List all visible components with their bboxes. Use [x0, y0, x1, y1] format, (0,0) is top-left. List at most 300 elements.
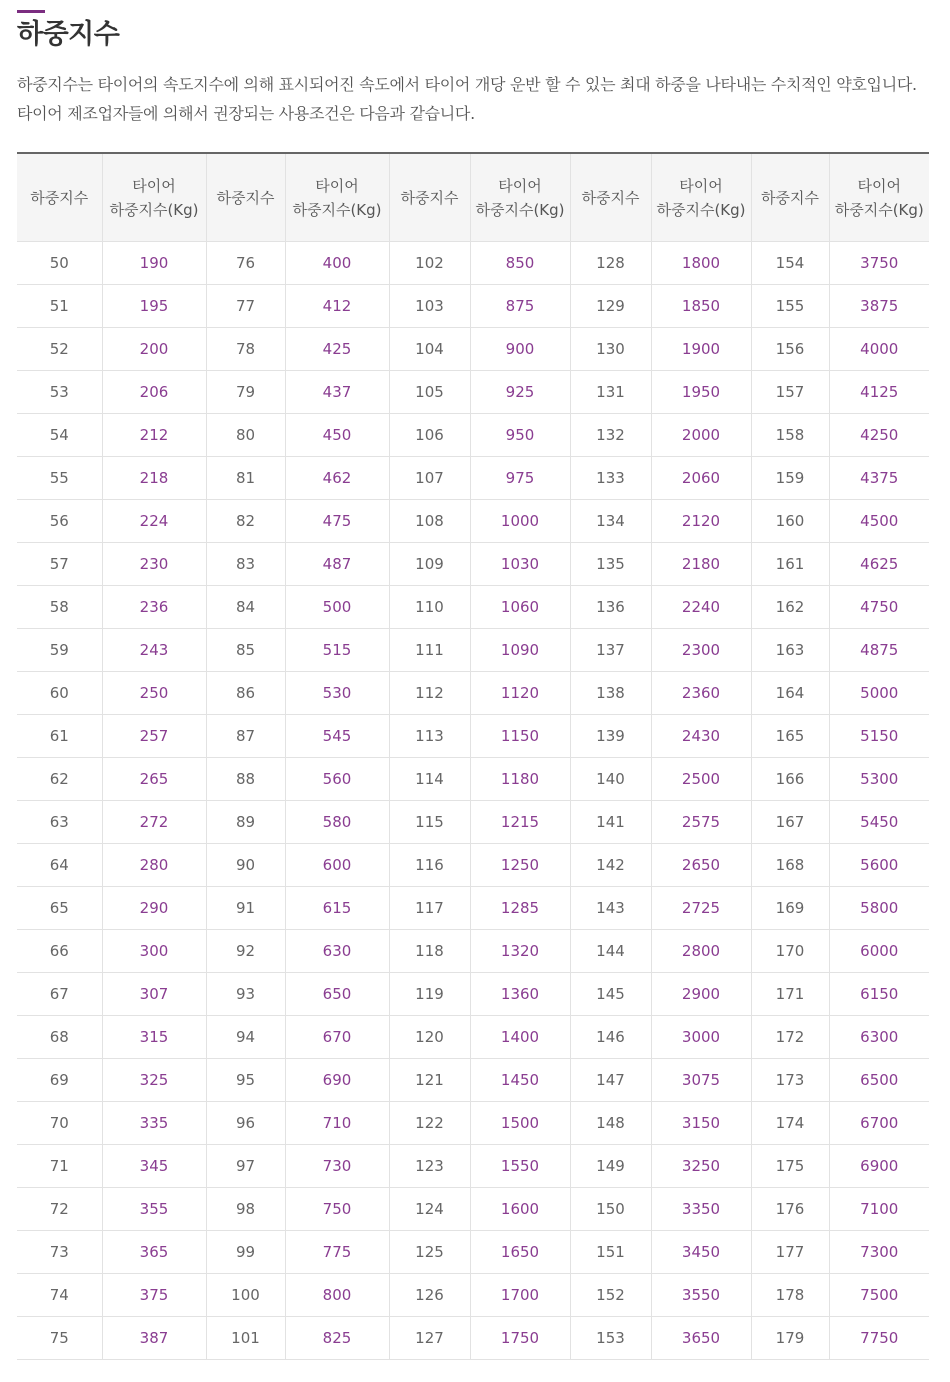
- load-kg-cell: 2060: [651, 457, 751, 500]
- load-index-cell: 122: [389, 1102, 470, 1145]
- load-index-cell: 157: [751, 371, 829, 414]
- load-index-table-wrapper: [17, 152, 929, 1360]
- load-kg-cell: 1750: [470, 1317, 570, 1360]
- load-kg-cell: 650: [285, 973, 389, 1016]
- load-kg-cell: 475: [285, 500, 389, 543]
- table-row: [17, 457, 929, 500]
- load-kg-cell: 250: [102, 672, 206, 715]
- load-index-cell: 88: [206, 758, 285, 801]
- table-header-row: [17, 153, 929, 242]
- load-index-cell: 83: [206, 543, 285, 586]
- header-tire-label: 타이어: [315, 176, 359, 195]
- load-index-cell: 79: [206, 371, 285, 414]
- load-index-cell: 163: [751, 629, 829, 672]
- load-index-cell: 87: [206, 715, 285, 758]
- load-index-cell: 85: [206, 629, 285, 672]
- load-index-cell: 166: [751, 758, 829, 801]
- load-index-cell: 112: [389, 672, 470, 715]
- header-tire-label: 타이어: [857, 176, 901, 195]
- load-kg-cell: 3250: [651, 1145, 751, 1188]
- load-index-cell: 82: [206, 500, 285, 543]
- load-index-cell: 92: [206, 930, 285, 973]
- load-kg-cell: 412: [285, 285, 389, 328]
- load-index-cell: 161: [751, 543, 829, 586]
- load-index-cell: 114: [389, 758, 470, 801]
- load-index-cell: 81: [206, 457, 285, 500]
- load-index-cell: 84: [206, 586, 285, 629]
- load-kg-cell: 515: [285, 629, 389, 672]
- header-load-index: 하중지수: [17, 153, 102, 242]
- table-row: [17, 543, 929, 586]
- load-index-cell: 170: [751, 930, 829, 973]
- load-index-cell: 76: [206, 242, 285, 285]
- table-row: [17, 1317, 929, 1360]
- page-title: 하중지수: [17, 19, 120, 50]
- header-load-kg-label: 하중지수(Kg): [656, 200, 746, 219]
- table-row: [17, 887, 929, 930]
- load-kg-cell: 6150: [829, 973, 929, 1016]
- load-kg-cell: 400: [285, 242, 389, 285]
- load-kg-cell: 224: [102, 500, 206, 543]
- load-index-cell: 64: [17, 844, 102, 887]
- load-kg-cell: 487: [285, 543, 389, 586]
- header-tire-load-kg: [285, 153, 389, 242]
- load-kg-cell: 1600: [470, 1188, 570, 1231]
- load-kg-cell: 315: [102, 1016, 206, 1059]
- load-index-cell: 110: [389, 586, 470, 629]
- load-index-cell: 169: [751, 887, 829, 930]
- load-kg-cell: 2240: [651, 586, 751, 629]
- load-index-cell: 164: [751, 672, 829, 715]
- load-index-cell: 168: [751, 844, 829, 887]
- load-kg-cell: 3075: [651, 1059, 751, 1102]
- load-kg-cell: 615: [285, 887, 389, 930]
- load-index-cell: 155: [751, 285, 829, 328]
- load-index-cell: 144: [570, 930, 651, 973]
- load-index-cell: 176: [751, 1188, 829, 1231]
- table-row: [17, 328, 929, 371]
- load-index-cell: 178: [751, 1274, 829, 1317]
- load-index-cell: 140: [570, 758, 651, 801]
- load-index-cell: 105: [389, 371, 470, 414]
- load-kg-cell: 2430: [651, 715, 751, 758]
- load-kg-cell: 4375: [829, 457, 929, 500]
- load-kg-cell: 425: [285, 328, 389, 371]
- load-index-cell: 149: [570, 1145, 651, 1188]
- load-index-cell: 150: [570, 1188, 651, 1231]
- load-index-cell: 143: [570, 887, 651, 930]
- table-row: [17, 672, 929, 715]
- header-tire-load-kg: [102, 153, 206, 242]
- table-row: [17, 930, 929, 973]
- load-kg-cell: 6000: [829, 930, 929, 973]
- load-kg-cell: 2650: [651, 844, 751, 887]
- load-index-cell: 78: [206, 328, 285, 371]
- load-index-cell: 123: [389, 1145, 470, 1188]
- load-kg-cell: 1120: [470, 672, 570, 715]
- load-kg-cell: 750: [285, 1188, 389, 1231]
- table-row: [17, 1016, 929, 1059]
- load-index-cell: 90: [206, 844, 285, 887]
- load-kg-cell: 3875: [829, 285, 929, 328]
- load-index-cell: 106: [389, 414, 470, 457]
- load-kg-cell: 1090: [470, 629, 570, 672]
- table-row: [17, 371, 929, 414]
- load-index-cell: 50: [17, 242, 102, 285]
- load-kg-cell: 2120: [651, 500, 751, 543]
- table-row: [17, 1274, 929, 1317]
- load-kg-cell: 1060: [470, 586, 570, 629]
- table-row: [17, 629, 929, 672]
- header-load-index: 하중지수: [206, 153, 285, 242]
- load-kg-cell: 3450: [651, 1231, 751, 1274]
- table-row: [17, 1059, 929, 1102]
- table-row: [17, 1145, 929, 1188]
- load-index-table: [17, 152, 929, 1360]
- table-row: [17, 1188, 929, 1231]
- load-kg-cell: 265: [102, 758, 206, 801]
- load-index-cell: 52: [17, 328, 102, 371]
- load-kg-cell: 1320: [470, 930, 570, 973]
- table-row: [17, 414, 929, 457]
- load-index-cell: 113: [389, 715, 470, 758]
- table-body: [17, 242, 929, 1360]
- load-kg-cell: 1180: [470, 758, 570, 801]
- load-kg-cell: 1950: [651, 371, 751, 414]
- load-index-cell: 153: [570, 1317, 651, 1360]
- header-load-kg-label: 하중지수(Kg): [109, 200, 199, 219]
- load-kg-cell: 212: [102, 414, 206, 457]
- load-index-cell: 174: [751, 1102, 829, 1145]
- load-index-cell: 94: [206, 1016, 285, 1059]
- load-index-cell: 74: [17, 1274, 102, 1317]
- load-index-cell: 130: [570, 328, 651, 371]
- load-kg-cell: 2725: [651, 887, 751, 930]
- load-kg-cell: 900: [470, 328, 570, 371]
- load-index-cell: 148: [570, 1102, 651, 1145]
- load-index-cell: 121: [389, 1059, 470, 1102]
- load-kg-cell: 257: [102, 715, 206, 758]
- load-kg-cell: 437: [285, 371, 389, 414]
- load-kg-cell: 462: [285, 457, 389, 500]
- load-kg-cell: 6500: [829, 1059, 929, 1102]
- load-index-cell: 99: [206, 1231, 285, 1274]
- load-kg-cell: 345: [102, 1145, 206, 1188]
- load-index-cell: 75: [17, 1317, 102, 1360]
- table-row: [17, 973, 929, 1016]
- load-index-cell: 165: [751, 715, 829, 758]
- load-index-cell: 145: [570, 973, 651, 1016]
- load-index-cell: 132: [570, 414, 651, 457]
- load-kg-cell: 950: [470, 414, 570, 457]
- load-index-cell: 66: [17, 930, 102, 973]
- header-load-kg-label: 하중지수(Kg): [834, 200, 924, 219]
- load-index-cell: 97: [206, 1145, 285, 1188]
- load-kg-cell: 1400: [470, 1016, 570, 1059]
- load-kg-cell: 5150: [829, 715, 929, 758]
- load-kg-cell: 600: [285, 844, 389, 887]
- load-kg-cell: 580: [285, 801, 389, 844]
- load-index-cell: 134: [570, 500, 651, 543]
- table-row: [17, 242, 929, 285]
- load-index-cell: 96: [206, 1102, 285, 1145]
- load-index-cell: 137: [570, 629, 651, 672]
- load-index-cell: 61: [17, 715, 102, 758]
- load-kg-cell: 1900: [651, 328, 751, 371]
- load-kg-cell: 670: [285, 1016, 389, 1059]
- table-row: [17, 844, 929, 887]
- load-kg-cell: 2500: [651, 758, 751, 801]
- load-kg-cell: 365: [102, 1231, 206, 1274]
- load-kg-cell: 325: [102, 1059, 206, 1102]
- load-index-cell: 86: [206, 672, 285, 715]
- table-row: [17, 1231, 929, 1274]
- load-kg-cell: 4625: [829, 543, 929, 586]
- load-kg-cell: 2800: [651, 930, 751, 973]
- load-index-cell: 179: [751, 1317, 829, 1360]
- load-kg-cell: 545: [285, 715, 389, 758]
- load-kg-cell: 560: [285, 758, 389, 801]
- load-kg-cell: 1700: [470, 1274, 570, 1317]
- load-kg-cell: 387: [102, 1317, 206, 1360]
- load-kg-cell: 1360: [470, 973, 570, 1016]
- load-kg-cell: 1285: [470, 887, 570, 930]
- load-kg-cell: 1800: [651, 242, 751, 285]
- table-row: [17, 758, 929, 801]
- header-load-index: 하중지수: [751, 153, 829, 242]
- load-index-cell: 177: [751, 1231, 829, 1274]
- load-kg-cell: 5000: [829, 672, 929, 715]
- load-index-cell: 56: [17, 500, 102, 543]
- load-index-cell: 53: [17, 371, 102, 414]
- load-kg-cell: 630: [285, 930, 389, 973]
- table-row: [17, 715, 929, 758]
- header-tire-load-kg: [829, 153, 929, 242]
- load-kg-cell: 1550: [470, 1145, 570, 1188]
- load-kg-cell: 5300: [829, 758, 929, 801]
- load-index-cell: 89: [206, 801, 285, 844]
- page-description: 하중지수는 타이어의 속도지수에 의해 표시되어진 속도에서 타이어 개당 운반 할 수 있는 최대 하중을 나타내는 수치적인 약호입니다. 타이어 제조업자들에 의해서 권장되는 사용조건은 다음과 같습니다.: [17, 75, 917, 123]
- load-index-cell: 107: [389, 457, 470, 500]
- load-index-cell: 128: [570, 242, 651, 285]
- load-kg-cell: 1250: [470, 844, 570, 887]
- load-index-cell: 117: [389, 887, 470, 930]
- load-index-cell: 65: [17, 887, 102, 930]
- load-kg-cell: 3650: [651, 1317, 751, 1360]
- header-load-index: 하중지수: [389, 153, 470, 242]
- load-index-cell: 160: [751, 500, 829, 543]
- load-kg-cell: 6700: [829, 1102, 929, 1145]
- load-kg-cell: 2000: [651, 414, 751, 457]
- load-index-cell: 67: [17, 973, 102, 1016]
- load-index-cell: 154: [751, 242, 829, 285]
- load-index-cell: 127: [389, 1317, 470, 1360]
- load-index-cell: 51: [17, 285, 102, 328]
- load-index-cell: 138: [570, 672, 651, 715]
- load-kg-cell: 1500: [470, 1102, 570, 1145]
- load-index-cell: 136: [570, 586, 651, 629]
- load-index-cell: 70: [17, 1102, 102, 1145]
- load-kg-cell: 2575: [651, 801, 751, 844]
- load-kg-cell: 1450: [470, 1059, 570, 1102]
- load-kg-cell: 375: [102, 1274, 206, 1317]
- load-kg-cell: 236: [102, 586, 206, 629]
- load-kg-cell: 2180: [651, 543, 751, 586]
- table-row: [17, 1102, 929, 1145]
- load-index-cell: 91: [206, 887, 285, 930]
- header-tire-label: 타이어: [132, 176, 176, 195]
- load-index-cell: 73: [17, 1231, 102, 1274]
- load-index-cell: 72: [17, 1188, 102, 1231]
- load-index-cell: 151: [570, 1231, 651, 1274]
- header-tire-load-kg: [470, 153, 570, 242]
- load-index-cell: 159: [751, 457, 829, 500]
- title-accent-bar: [17, 10, 45, 13]
- load-kg-cell: 3750: [829, 242, 929, 285]
- load-kg-cell: 925: [470, 371, 570, 414]
- load-index-cell: 129: [570, 285, 651, 328]
- header-tire-load-kg: [651, 153, 751, 242]
- table-row: [17, 586, 929, 629]
- load-index-cell: 147: [570, 1059, 651, 1102]
- load-kg-cell: 2300: [651, 629, 751, 672]
- load-kg-cell: 3550: [651, 1274, 751, 1317]
- load-kg-cell: 450: [285, 414, 389, 457]
- load-index-cell: 139: [570, 715, 651, 758]
- load-index-cell: 109: [389, 543, 470, 586]
- load-index-cell: 111: [389, 629, 470, 672]
- header-load-kg-label: 하중지수(Kg): [292, 200, 382, 219]
- load-kg-cell: 218: [102, 457, 206, 500]
- load-kg-cell: 850: [470, 242, 570, 285]
- load-index-cell: 55: [17, 457, 102, 500]
- load-index-cell: 125: [389, 1231, 470, 1274]
- header-load-index: 하중지수: [570, 153, 651, 242]
- load-kg-cell: 3000: [651, 1016, 751, 1059]
- load-index-cell: 71: [17, 1145, 102, 1188]
- load-kg-cell: 190: [102, 242, 206, 285]
- load-index-cell: 101: [206, 1317, 285, 1360]
- load-index-cell: 118: [389, 930, 470, 973]
- load-kg-cell: 4500: [829, 500, 929, 543]
- load-kg-cell: 3150: [651, 1102, 751, 1145]
- load-kg-cell: 4750: [829, 586, 929, 629]
- load-index-cell: 124: [389, 1188, 470, 1231]
- load-kg-cell: 2360: [651, 672, 751, 715]
- load-index-cell: 116: [389, 844, 470, 887]
- load-index-cell: 93: [206, 973, 285, 1016]
- load-kg-cell: 690: [285, 1059, 389, 1102]
- load-kg-cell: 5800: [829, 887, 929, 930]
- load-index-cell: 59: [17, 629, 102, 672]
- load-kg-cell: 200: [102, 328, 206, 371]
- load-index-cell: 98: [206, 1188, 285, 1231]
- load-kg-cell: 243: [102, 629, 206, 672]
- load-kg-cell: 975: [470, 457, 570, 500]
- load-index-cell: 68: [17, 1016, 102, 1059]
- table-row: [17, 801, 929, 844]
- load-kg-cell: 6300: [829, 1016, 929, 1059]
- load-index-cell: 77: [206, 285, 285, 328]
- load-index-cell: 95: [206, 1059, 285, 1102]
- load-kg-cell: 272: [102, 801, 206, 844]
- load-index-cell: 69: [17, 1059, 102, 1102]
- load-kg-cell: 300: [102, 930, 206, 973]
- load-kg-cell: 280: [102, 844, 206, 887]
- load-index-cell: 108: [389, 500, 470, 543]
- load-kg-cell: 3350: [651, 1188, 751, 1231]
- load-kg-cell: 1150: [470, 715, 570, 758]
- header-load-kg-label: 하중지수(Kg): [475, 200, 565, 219]
- load-kg-cell: 7300: [829, 1231, 929, 1274]
- load-index-cell: 102: [389, 242, 470, 285]
- load-index-cell: 133: [570, 457, 651, 500]
- load-kg-cell: 530: [285, 672, 389, 715]
- load-kg-cell: 290: [102, 887, 206, 930]
- load-index-cell: 131: [570, 371, 651, 414]
- load-kg-cell: 335: [102, 1102, 206, 1145]
- load-kg-cell: 500: [285, 586, 389, 629]
- load-index-cell: 115: [389, 801, 470, 844]
- load-index-cell: 80: [206, 414, 285, 457]
- load-index-cell: 146: [570, 1016, 651, 1059]
- load-kg-cell: 825: [285, 1317, 389, 1360]
- load-kg-cell: 2900: [651, 973, 751, 1016]
- load-index-cell: 57: [17, 543, 102, 586]
- load-kg-cell: 1650: [470, 1231, 570, 1274]
- load-index-cell: 171: [751, 973, 829, 1016]
- load-kg-cell: 7750: [829, 1317, 929, 1360]
- load-index-cell: 54: [17, 414, 102, 457]
- load-index-cell: 152: [570, 1274, 651, 1317]
- load-index-cell: 173: [751, 1059, 829, 1102]
- load-kg-cell: 5600: [829, 844, 929, 887]
- load-kg-cell: 7100: [829, 1188, 929, 1231]
- load-index-cell: 60: [17, 672, 102, 715]
- load-index-cell: 135: [570, 543, 651, 586]
- load-index-cell: 167: [751, 801, 829, 844]
- table-row: [17, 285, 929, 328]
- header-tire-label: 타이어: [498, 176, 542, 195]
- load-kg-cell: 230: [102, 543, 206, 586]
- load-kg-cell: 1215: [470, 801, 570, 844]
- load-kg-cell: 195: [102, 285, 206, 328]
- load-index-cell: 120: [389, 1016, 470, 1059]
- load-kg-cell: 1030: [470, 543, 570, 586]
- load-index-cell: 158: [751, 414, 829, 457]
- load-index-cell: 142: [570, 844, 651, 887]
- load-index-cell: 63: [17, 801, 102, 844]
- table-row: [17, 500, 929, 543]
- load-index-cell: 58: [17, 586, 102, 629]
- load-kg-cell: 4250: [829, 414, 929, 457]
- load-kg-cell: 730: [285, 1145, 389, 1188]
- load-index-cell: 119: [389, 973, 470, 1016]
- header-tire-label: 타이어: [679, 176, 723, 195]
- load-index-cell: 156: [751, 328, 829, 371]
- load-kg-cell: 1850: [651, 285, 751, 328]
- load-kg-cell: 5450: [829, 801, 929, 844]
- load-index-cell: 104: [389, 328, 470, 371]
- load-kg-cell: 775: [285, 1231, 389, 1274]
- load-kg-cell: 710: [285, 1102, 389, 1145]
- load-index-cell: 103: [389, 285, 470, 328]
- load-kg-cell: 800: [285, 1274, 389, 1317]
- load-index-cell: 162: [751, 586, 829, 629]
- load-kg-cell: 355: [102, 1188, 206, 1231]
- load-index-cell: 100: [206, 1274, 285, 1317]
- load-kg-cell: 206: [102, 371, 206, 414]
